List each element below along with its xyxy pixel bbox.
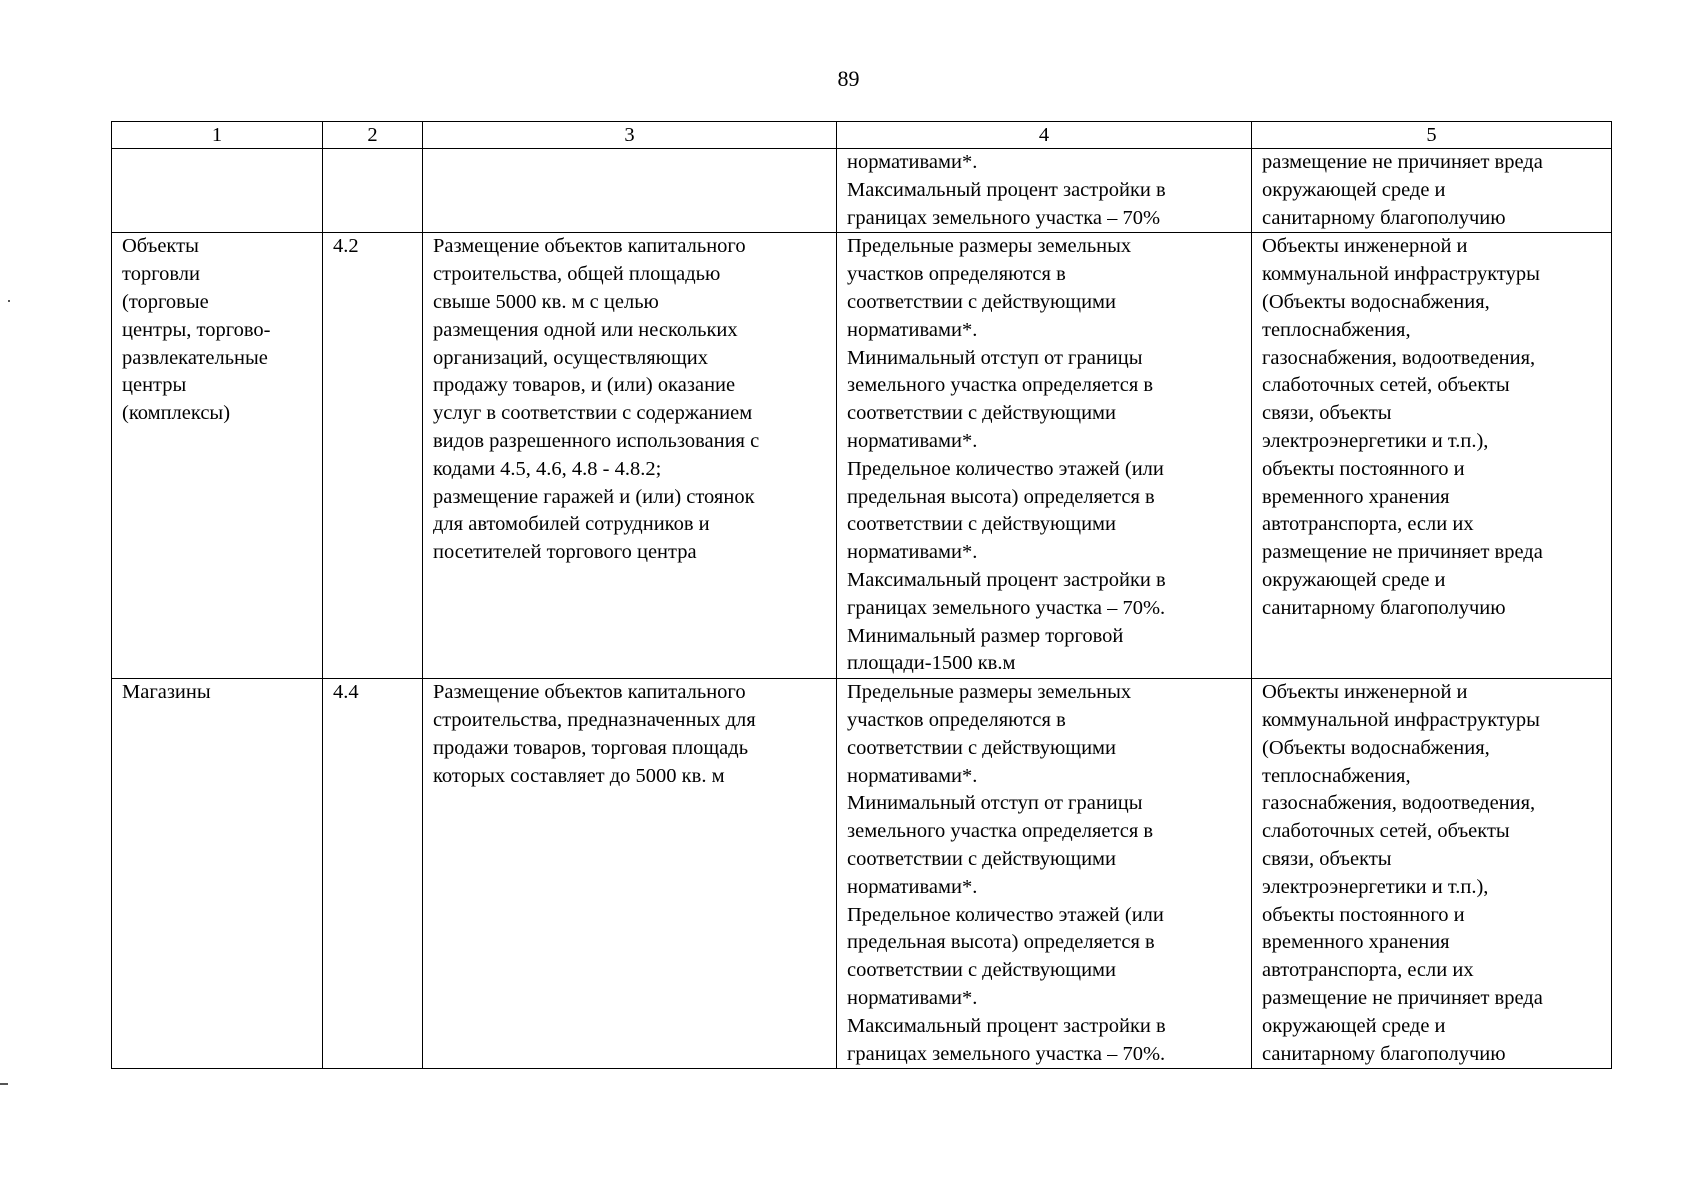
cell-text-line: автотранспорта, если их — [1262, 513, 1474, 536]
cell-text-line: соответствии с действующими — [847, 290, 1116, 313]
column-header-5: 5 — [1252, 122, 1612, 149]
table-row — [112, 233, 1612, 679]
cell-text-line: Объекты инженерной и — [1262, 235, 1468, 258]
cell-text-line: свыше 5000 кв. м с целью — [433, 290, 659, 313]
cell-text-line: (торговые — [122, 290, 209, 313]
cell-text-line: видов разрешенного использования с — [433, 429, 760, 452]
cell-text-line: соответствии с действующими — [847, 402, 1116, 425]
cell-text-line: Размещение объектов капитального — [433, 235, 746, 258]
cell-text-line: соответствии с действующими — [847, 847, 1116, 870]
object-name-cell — [112, 149, 323, 233]
description-cell — [423, 149, 837, 233]
cell-text-line: санитарному благополучию — [1262, 596, 1506, 619]
cell-text-line: коммунальной инфраструктуры — [1262, 708, 1540, 731]
cell-text-line: Предельное количество этажей (или — [847, 457, 1164, 480]
cell-text-line: Предельное количество этажей (или — [847, 903, 1164, 926]
scan-mark — [8, 300, 10, 302]
cell-text-line: границах земельного участка – 70%. — [847, 596, 1166, 619]
cell-text-line: соответствии с действующими — [847, 513, 1116, 536]
cell-text-line: объекты постоянного и — [1262, 457, 1465, 480]
cell-text-line: (Объекты водоснабжения, — [1262, 736, 1490, 759]
cell-text-line: кодами 4.5, 4.6, 4.8 - 4.8.2; — [433, 457, 662, 480]
cell-text-line: нормативами*. — [847, 986, 978, 1009]
code-cell — [323, 679, 423, 1069]
auxiliary-uses-cell — [1252, 679, 1612, 1069]
column-header-3: 3 — [423, 122, 837, 149]
cell-text-line: размещение не причиняет вреда — [1262, 986, 1543, 1009]
cell-text-line: размещение гаражей и (или) стоянок — [433, 485, 755, 508]
cell-text-line: строительства, предназначенных для — [433, 708, 756, 731]
cell-text-line: Предельные размеры земельных — [847, 681, 1132, 704]
cell-text-line: предельная высота) определяется в — [847, 485, 1155, 508]
code-cell — [323, 149, 423, 233]
auxiliary-uses-cell — [1252, 149, 1612, 233]
cell-text-line: продажу товаров, и (или) оказание — [433, 374, 736, 397]
cell-text-line: посетителей торгового центра — [433, 541, 697, 564]
cell-text-line: теплоснабжения, — [1262, 764, 1411, 787]
cell-text-line: газоснабжения, водоотведения, — [1262, 346, 1536, 369]
cell-text-line: Объекты инженерной и — [1262, 681, 1468, 704]
cell-text-line: организаций, осуществляющих — [433, 346, 708, 369]
cell-text-line: временного хранения — [1262, 485, 1450, 508]
cell-text-line: участков определяются в — [847, 263, 1066, 286]
column-header-4: 4 — [837, 122, 1252, 149]
cell-text-line: нормативами*. — [847, 151, 978, 173]
cell-text-line: объекты постоянного и — [1262, 903, 1465, 926]
cell-text-line: электроэнергетики и т.п.), — [1262, 875, 1489, 898]
cell-text-line: площади-1500 кв.м — [847, 652, 1016, 675]
cell-text-line: (Объекты водоснабжения, — [1262, 290, 1490, 313]
cell-text-line: земельного участка определяется в — [847, 374, 1154, 397]
cell-text-line: Максимальный процент застройки в — [847, 1014, 1166, 1037]
cell-text-line: санитарному благополучию — [1262, 1042, 1506, 1065]
cell-text-line: нормативами*. — [847, 318, 978, 341]
cell-text-line: торговли — [122, 263, 200, 286]
parameters-cell — [837, 149, 1252, 233]
parameters-cell — [837, 679, 1252, 1069]
cell-text-line: Минимальный отступ от границы — [847, 792, 1143, 815]
cell-text-line: окружающей среде и — [1262, 178, 1446, 201]
cell-text-line: коммунальной инфраструктуры — [1262, 263, 1540, 286]
cell-text-line: санитарному благополучию — [1262, 206, 1506, 229]
cell-text-line: связи, объекты — [1262, 402, 1392, 425]
cell-text-line: связи, объекты — [1262, 847, 1392, 870]
object-name-cell — [112, 233, 323, 679]
cell-text-line: нормативами*. — [847, 429, 978, 452]
column-header-1: 1 — [112, 122, 323, 149]
cell-text-line: размещения одной или нескольких — [433, 318, 738, 341]
cell-text-line: границах земельного участка – 70%. — [847, 1042, 1166, 1065]
cell-text-line: продажи товаров, торговая площадь — [433, 736, 749, 759]
cell-text-line: размещение не причиняет вреда — [1262, 151, 1543, 173]
header-row — [112, 122, 1612, 149]
scan-mark — [0, 1083, 8, 1085]
description-cell — [423, 233, 837, 679]
cell-text-line: услуг в соответствии с содержанием — [433, 402, 753, 425]
cell-text-line: газоснабжения, водоотведения, — [1262, 792, 1536, 815]
cell-text-line: Размещение объектов капитального — [433, 681, 746, 704]
cell-text-line: размещение не причиняет вреда — [1262, 541, 1543, 564]
cell-text-line: соответствии с действующими — [847, 736, 1116, 759]
cell-text-line: нормативами*. — [847, 541, 978, 564]
cell-text-line: Минимальный отступ от границы — [847, 346, 1143, 369]
parameters-cell — [837, 233, 1252, 679]
cell-text-line: земельного участка определяется в — [847, 820, 1154, 843]
cell-text-line: (комплексы) — [122, 402, 231, 425]
cell-text-line: Максимальный процент застройки в — [847, 178, 1166, 201]
cell-text-line: для автомобилей сотрудников и — [433, 513, 710, 536]
cell-text-line: участков определяются в — [847, 708, 1066, 731]
cell-text-line: развлекательные — [122, 346, 268, 369]
code-cell — [323, 233, 423, 679]
cell-text-line: автотранспорта, если их — [1262, 959, 1474, 982]
object-name-cell — [112, 679, 323, 1069]
cell-text-line: Минимальный размер торговой — [847, 624, 1124, 647]
auxiliary-uses-cell — [1252, 233, 1612, 679]
cell-text-line: центры — [122, 374, 187, 397]
cell-text-line: соответствии с действующими — [847, 959, 1116, 982]
cell-text-line: которых составляет до 5000 кв. м — [433, 764, 725, 787]
regulations-table — [111, 121, 1612, 1069]
cell-text-line: Предельные размеры земельных — [847, 235, 1132, 258]
cell-text-line: слаботочных сетей, объекты — [1262, 374, 1510, 397]
cell-text-line: строительства, общей площадью — [433, 263, 721, 286]
cell-text-line: центры, торгово- — [122, 318, 271, 341]
cell-text-line: Максимальный процент застройки в — [847, 568, 1166, 591]
cell-text-line: 4.2 — [333, 235, 359, 258]
table-row — [112, 149, 1612, 233]
cell-text-line: окружающей среде и — [1262, 1014, 1446, 1037]
cell-text-line: электроэнергетики и т.п.), — [1262, 429, 1489, 452]
cell-text-line: нормативами*. — [847, 875, 978, 898]
cell-text-line: предельная высота) определяется в — [847, 931, 1155, 954]
cell-text-line: окружающей среде и — [1262, 568, 1446, 591]
cell-text-line: временного хранения — [1262, 931, 1450, 954]
table-row — [112, 679, 1612, 1069]
cell-text-line: нормативами*. — [847, 764, 978, 787]
cell-text-line: теплоснабжения, — [1262, 318, 1411, 341]
cell-text-line: Объекты — [122, 235, 199, 258]
cell-text-line: границах земельного участка – 70% — [847, 206, 1161, 229]
cell-text-line: Магазины — [122, 681, 211, 704]
cell-text-line: 4.4 — [333, 681, 359, 704]
page-number: 89 — [837, 66, 860, 91]
cell-text-line: слаботочных сетей, объекты — [1262, 820, 1510, 843]
description-cell — [423, 679, 837, 1069]
column-header-2: 2 — [323, 122, 423, 149]
